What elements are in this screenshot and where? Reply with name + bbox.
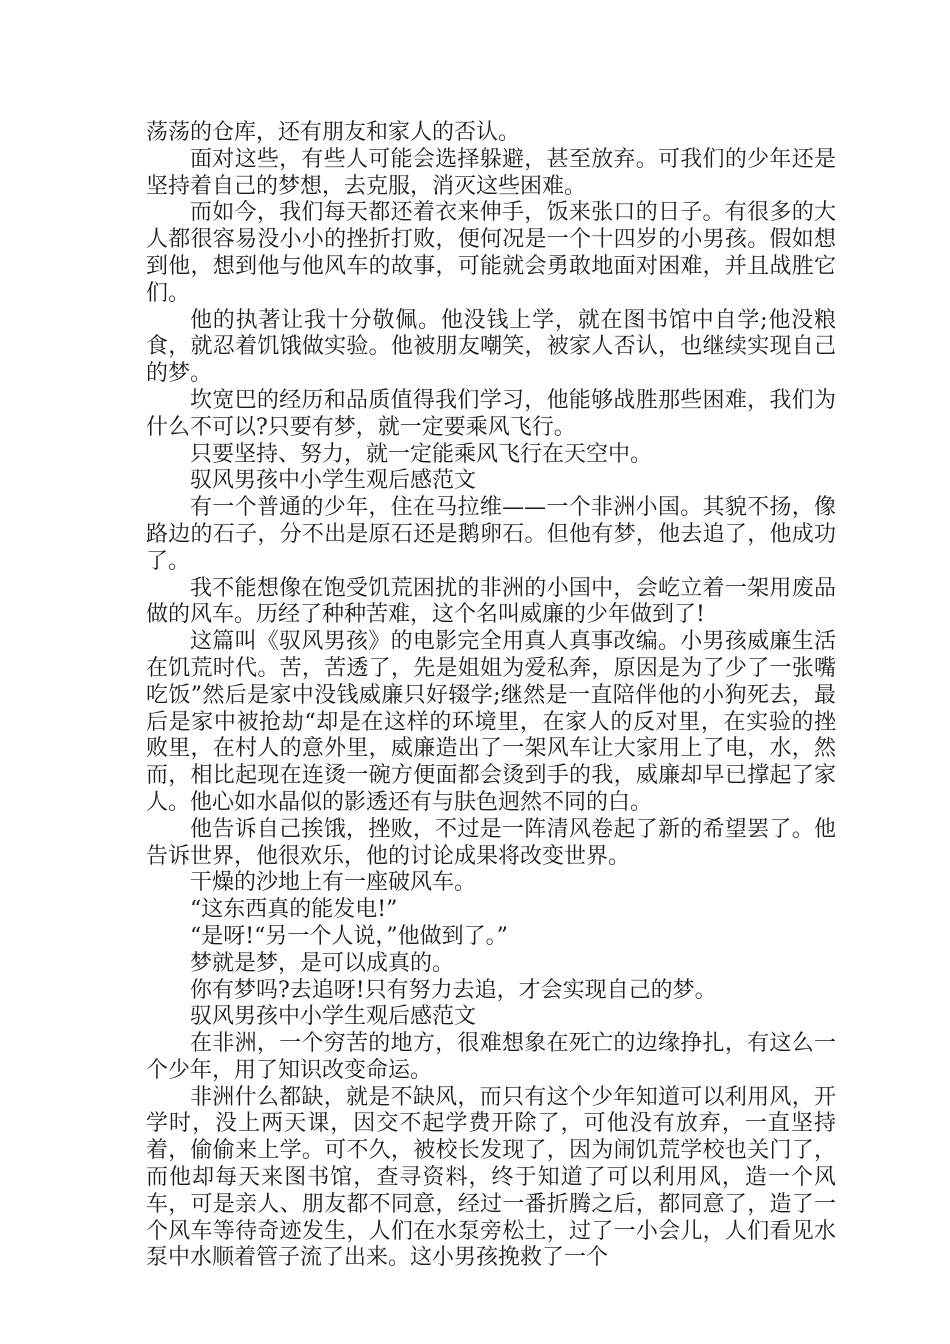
paragraph: 干燥的沙地上有一座破风车。	[190, 870, 477, 896]
paragraph: 而如今，我们每天都还着衣来伸手，饭来张口的日子。有很多的大人都很容易没小小的挫折打败，便何况是一个十四岁的小男孩。假如想到他，想到他与他风车的故事，可能就会勇敢地面对困难，并且战胜它们。	[146, 200, 836, 306]
section-heading: 驭风男孩中小学生观后感范文	[190, 468, 477, 494]
paragraph: 他的执著让我十分敬佩。他没钱上学，就在图书馆中自学;他没粮食，就忍着饥饿做实验。他被朋友嘲笑，被家人否认，也继续实现自己的梦。	[146, 307, 836, 387]
paragraph: 只要坚持、努力，就一定能乘风飞行在天空中。	[190, 441, 653, 467]
quote-line: “这东西真的能发电!”	[190, 897, 398, 923]
paragraph: 梦就是梦，是可以成真的。	[190, 950, 455, 976]
paragraph: 你有梦吗?去追呀!只有努力去追，才会实现自己的梦。	[190, 977, 717, 1003]
paragraph: 面对这些，有些人可能会选择躲避，甚至放弃。可我们的少年还是坚持着自己的梦想，去克服，消灭这些困难。	[146, 146, 836, 199]
paragraph: 荡荡的仓库，还有朋友和家人的否认。	[146, 120, 521, 145]
paragraph: 我不能想像在饱受饥荒困扰的非洲的小国中，会屹立着一架用废品做的风车。历经了种种苦难，这个名叫威廉的少年做到了!	[146, 575, 836, 628]
document-body	[146, 120, 836, 1272]
paragraph: 在非洲，一个穷苦的地方，很难想象在死亡的边缘挣扎，有这么一个少年，用了知识改变命运。	[146, 1031, 836, 1083]
quote-line: “是呀!“另一个人说，”他做到了。”	[190, 923, 508, 949]
section-heading: 驭风男孩中小学生观后感范文	[190, 1004, 477, 1030]
paragraph: 坎宽巴的经历和品质值得我们学习，他能够战胜那些困难，我们为什么不可以?只要有梦，就一定要乘风飞行。	[146, 387, 836, 440]
paragraph: 这篇叫《驭风男孩》的电影完全用真人真事改编。小男孩威廉生活在饥荒时代。苦，苦透了，先是姐姐为爱私奔，原因是为了少了一张嘴吃饭”然后是家中没钱威廉只好辍学;继然是一直陪伴他的小狗死去，最后是家中被抢劫“却是在这样的环境里，在家人的反对里，在实验的挫败里，在村人的意外里，威廉造出了一架风车让大家用上了电，水，然而，相比起现在连烫一碗方便面都会烫到手的我，威廉却早已撑起了家人。他心如水晶似的影透还有与肤色迥然不同的白。	[146, 629, 836, 815]
paragraph: 他告诉自己挨饿，挫败，不过是一阵清风卷起了新的希望罢了。他告诉世界，他很欢乐，他的讨论成果将改变世界。	[146, 816, 836, 869]
paragraph: 有一个普通的少年，住在马拉维——一个非洲小国。其貌不扬，像路边的石子，分不出是原石还是鹅卵石。但他有梦，他去追了，他成功了。	[146, 495, 836, 574]
paragraph: 非洲什么都缺，就是不缺风，而只有这个少年知道可以利用风，开学时，没上两天课，因交不起学费开除了，可他没有放弃，一直坚持着，偷偷来上学。可不久，被校长发现了，因为闹饥荒学校也关门了，而他却每天来图书馆，查寻资料，终于知道了可以利用风，造一个风车，可是亲人、朋友都不同意，经过一番折腾之后，都同意了，造了一个风车等待奇迹发生，人们在水泵旁松土，过了一小会儿，人们看见水泵中水顺着管子流了出来。这小男孩挽救了一个	[146, 1084, 836, 1271]
